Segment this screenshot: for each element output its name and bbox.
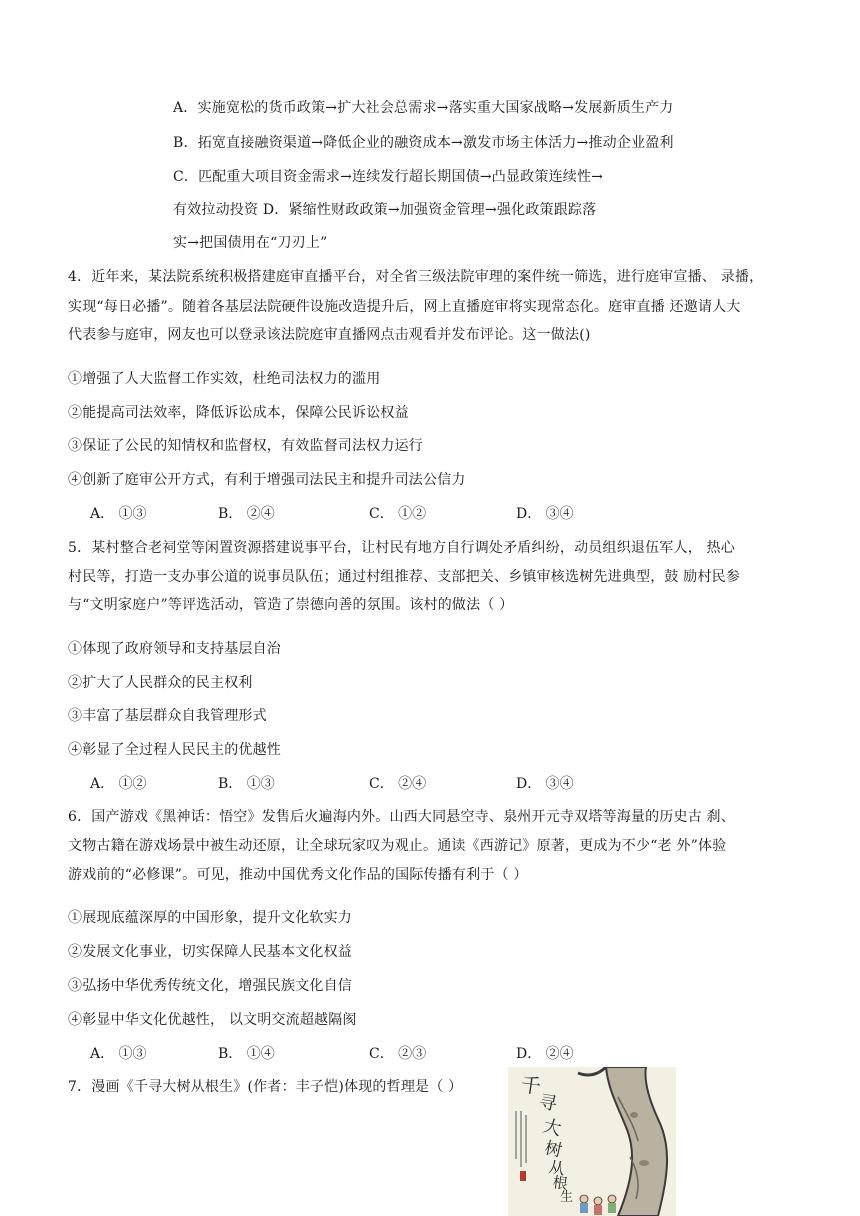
q6-choice-d: D． ②④ — [516, 1046, 574, 1062]
q4-choice-b: B． ②④ — [218, 506, 275, 522]
q6-stem-line-3: 游戏前的“必修课”。可见，推动中国优秀文化作品的国际传播有利于（ ） — [68, 867, 528, 883]
q5-choice-a: A． ①② — [90, 776, 147, 792]
q7-stem: 7．漫画《千寻大树从根生》(作者：丰子恺)体现的哲理是（ ） — [68, 1079, 463, 1095]
q6-item-3: ③弘扬中华优秀传统文化，增强民族文化自信 — [68, 978, 352, 994]
q5-choice-d: D． ③④ — [516, 776, 574, 792]
svg-text:大: 大 — [540, 1115, 564, 1141]
q5-stem-line-2: 村民等，打造一支办事公道的说事员队伍；通过村组推荐、支部把关、乡镇审核选树先进典型，鼓 励村民参 — [68, 569, 741, 585]
q4-choice-d: D． ③④ — [516, 506, 574, 522]
q6-stem-line-2: 文物古籍在游戏场景中被生动还原，让全球玩家叹为观止。通读《西游记》原著，更成为不少“老 外”体验 — [68, 838, 727, 854]
q4-item-2: ②能提高司法效率，降低诉讼成本，保障公民诉讼权益 — [68, 405, 409, 421]
q4-item-1: ①增强了人大监督工作实效，杜绝司法权力的滥用 — [68, 371, 381, 387]
q6-choice-c: C． ②③ — [369, 1046, 427, 1062]
q5-stem-line-3: 与“文明家庭户”等评选活动，管造了崇德向善的氛围。该村的做法（ ） — [68, 597, 514, 613]
q6-item-2: ②发展文化事业，切实保障人民基本文化权益 — [68, 944, 352, 960]
q4-item-3: ③保证了公民的知情权和监督权，有效监督司法权力运行 — [68, 438, 423, 454]
svg-text:千: 千 — [519, 1072, 543, 1099]
svg-text:从: 从 — [547, 1157, 567, 1179]
q5-item-1: ①体现了政府领导和支持基层自治 — [68, 641, 281, 657]
q5-item-4: ④彰显了全过程人民民主的优越性 — [68, 742, 281, 758]
q5-item-2: ②扩大了人民群众的民主权利 — [68, 675, 253, 691]
tree-cartoon-drawing — [508, 1067, 676, 1216]
q3-option-b: B．拓宽直接融资渠道→降低企业的融资成本→激发市场主体活力→推动企业盈利 — [173, 135, 674, 151]
q6-item-4: ④彰显中华文化优越性， 以文明交流超越隔阂 — [68, 1012, 357, 1028]
q6-stem-line-1: 6．国产游戏《黑神话：悟空》发售后火遍海内外。山西大同悬空寺、泉州开元寺双塔等海量的历史古 刹、 — [68, 809, 735, 825]
q3-option-c-cont: 有效拉动投资 D．紧缩性财政政策→加强资金管理→强化政策跟踪落 — [173, 202, 597, 218]
q4-choice-a: A． ①③ — [90, 506, 147, 522]
cartoon-illustration — [508, 1067, 676, 1216]
q3-option-d-cont: 实→把国债用在“刀刃上” — [173, 235, 328, 251]
q5-stem-line-1: 5．某村整合老祠堂等闲置资源搭建说事平台，让村民有地方自行调处矛盾纠纷，动员组织退伍军人， 热心 — [68, 540, 735, 556]
seal-stamp — [520, 1171, 526, 1181]
q3-option-a: A．实施宽松的货币政策→扩大社会总需求→落实重大国家战略→发展新质生产力 — [173, 100, 674, 116]
svg-text:根: 根 — [551, 1173, 569, 1194]
q5-choice-b: B． ①③ — [218, 776, 275, 792]
svg-text:树: 树 — [542, 1138, 564, 1162]
q5-choice-c: C． ②④ — [369, 776, 427, 792]
svg-text:生: 生 — [560, 1190, 574, 1205]
q4-stem-line-1: 4．近年来，某法院系统积极搭建庭审直播平台，对全省三级法院审理的案件统一筛选，进行庭审宣播、 录播， — [68, 269, 764, 285]
q4-stem-line-3: 代表参与庭审，网友也可以登录该法院庭审直播网点击观看并发布评论。这一做法() — [68, 327, 591, 343]
q4-choice-c: C． ①② — [369, 506, 427, 522]
svg-text:寻: 寻 — [537, 1091, 559, 1116]
children-figures — [580, 1195, 616, 1215]
q3-option-c: C．匹配重大项目资金需求→连续发行超长期国债→凸显政策连续性→ — [173, 169, 604, 185]
q6-item-1: ①展现底蕴深厚的中国形象，提升文化软实力 — [68, 910, 352, 926]
q6-choice-a: A． ①③ — [90, 1046, 147, 1062]
q6-choice-b: B． ①④ — [218, 1046, 275, 1062]
q4-item-4: ④创新了庭审公开方式，有利于增强司法民主和提升司法公信力 — [68, 472, 466, 488]
q4-stem-line-2: 实现“每日必播”。随着各基层法院硬件设施改造提升后，网上直播庭审将实现常态化。庭审直播 还邀请人大 — [68, 299, 741, 315]
q5-item-3: ③丰富了基层群众自我管理形式 — [68, 708, 267, 724]
